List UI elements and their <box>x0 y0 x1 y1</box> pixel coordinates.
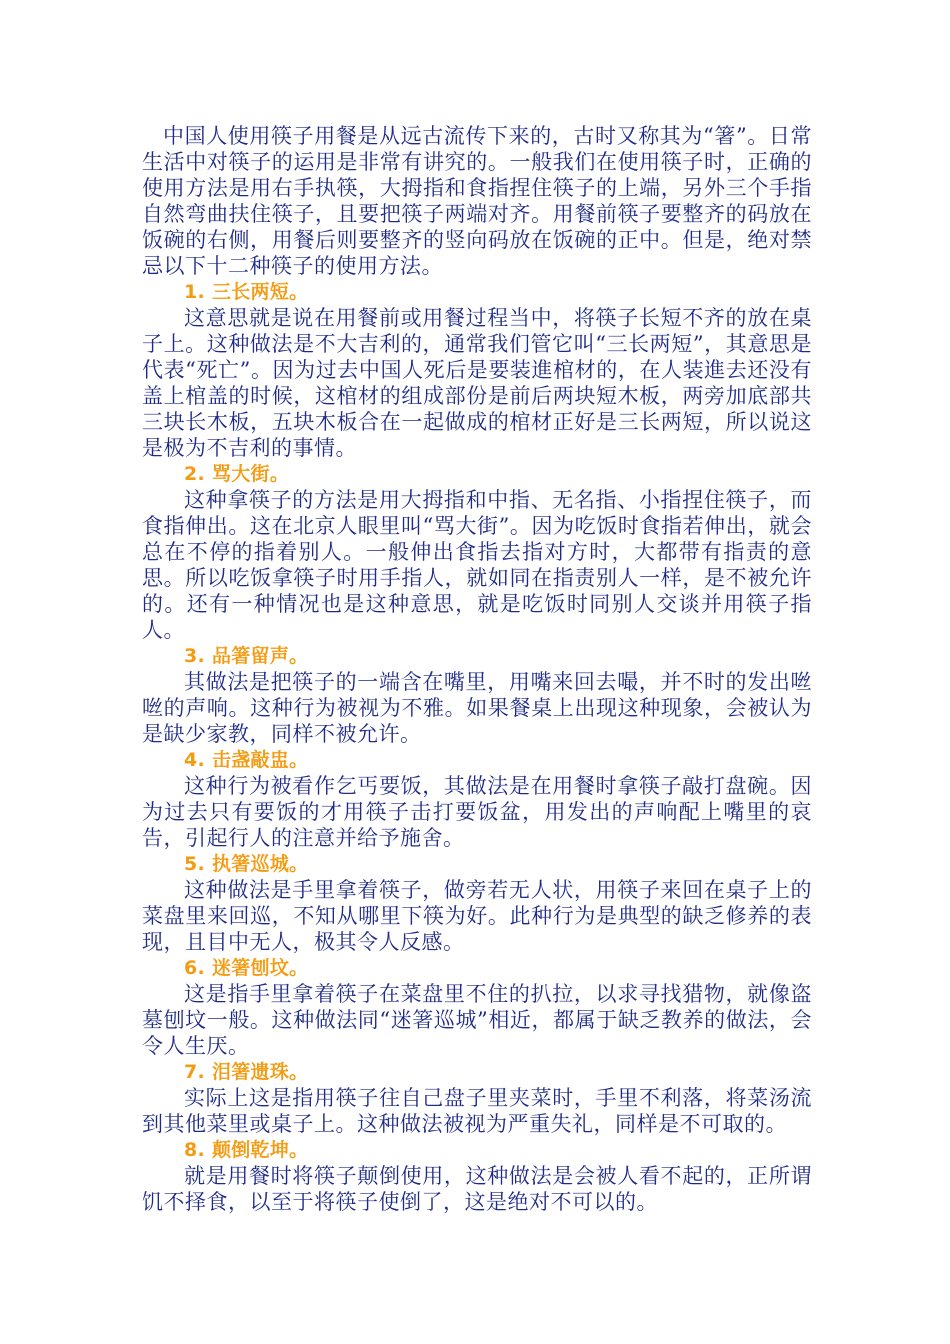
document-page <box>142 123 812 1215</box>
section-body-4: 这种行为被看作乞丐要饭，其做法是在用餐时拿筷子敲打盘碗。因为过去只有要饭的才用筷子击打要饭盆，用发出的声响配上嘴里的哀告，引起行人的注意并给予施舍。 <box>142 774 812 850</box>
section-body-7: 实际上这是指用筷子往自己盘子里夹菜时，手里不利落，将菜汤流到其他菜里或桌子上。这种做法被视为严重失礼，同样是不可取的。 <box>142 1086 812 1136</box>
section-body-3: 其做法是把筷子的一端含在嘴里，用嘴来回去嘬，并不时的发出咝咝的声响。这种行为被视为不雅。如果餐桌上出现这种现象，会被认为是缺少家教，同样不被允许。 <box>142 670 812 746</box>
section-body-2: 这种拿筷子的方法是用大拇指和中指、无名指、小指捏住筷子，而食指伸出。这在北京人眼里叫“骂大街”。因为吃饭时食指若伸出，就会总在不停的指着别人。一般伸出食指去指对方时，大都带有指责的意思。所以吃饭拿筷子时用手指人，就如同在指责别人一样，是不被允许的。还有一种情况也是这种意思，就是吃饭时同别人交谈并用筷子指人。 <box>142 488 812 642</box>
section-body-6: 这是指手里拿着筷子在菜盘里不住的扒拉，以求寻找猎物，就像盗墓刨坟一般。这种做法同“迷箸巡城”相近，都属于缺乏教养的做法，会令人生厌。 <box>142 982 812 1058</box>
section-heading-8: 8. 颠倒乾坤。 <box>184 1139 309 1161</box>
section-heading-7: 7. 泪箸遗珠。 <box>184 1061 309 1083</box>
section-heading-2: 2. 骂大街。 <box>184 463 290 485</box>
section-body-8: 就是用餐时将筷子颠倒使用，这种做法是会被人看不起的，正所谓饥不择食，以至于将筷子使倒了，这是绝对不可以的。 <box>142 1164 812 1214</box>
section-heading-4: 4. 击盏敲盅。 <box>184 749 309 771</box>
section-heading-5: 5. 执箸巡城。 <box>184 853 309 875</box>
section-body-5: 这种做法是手里拿着筷子，做旁若无人状，用筷子来回在桌子上的菜盘里来回巡，不知从哪里下筷为好。此种行为是典型的缺乏修养的表现，且目中无人，极其令人反感。 <box>142 878 812 954</box>
intro-paragraph: 中国人使用筷子用餐是从远古流传下来的，古时又称其为“箸”。日常生活中对筷子的运用是非常有讲究的。一般我们在使用筷子时，正确的使用方法是用右手执筷，大拇指和食指捏住筷子的上端，另外三个手指自然弯曲扶住筷子，且要把筷子两端对齐。用餐前筷子要整齐的码放在饭碗的右侧，用餐后则要整齐的竖向码放在饭碗的正中。但是，绝对禁忌以下十二种筷子的使用方法。 <box>142 124 812 278</box>
section-heading-6: 6. 迷箸刨坟。 <box>184 957 309 979</box>
section-heading-3: 3. 品箸留声。 <box>184 645 309 667</box>
section-body-1: 这意思就是说在用餐前或用餐过程当中，将筷子长短不齐的放在桌子上。这种做法是不大吉利的，通常我们管它叫“三长两短”，其意思是代表“死亡”。因为过去中国人死后是要装進棺材的，在人装進去还没有盖上棺盖的时候，这棺材的组成部份是前后两块短木板，两旁加底部共三块长木板，五块木板合在一起做成的棺材正好是三长两短，所以说这是极为不吉利的事情。 <box>142 306 812 460</box>
section-heading-1: 1. 三长两短。 <box>184 281 309 303</box>
